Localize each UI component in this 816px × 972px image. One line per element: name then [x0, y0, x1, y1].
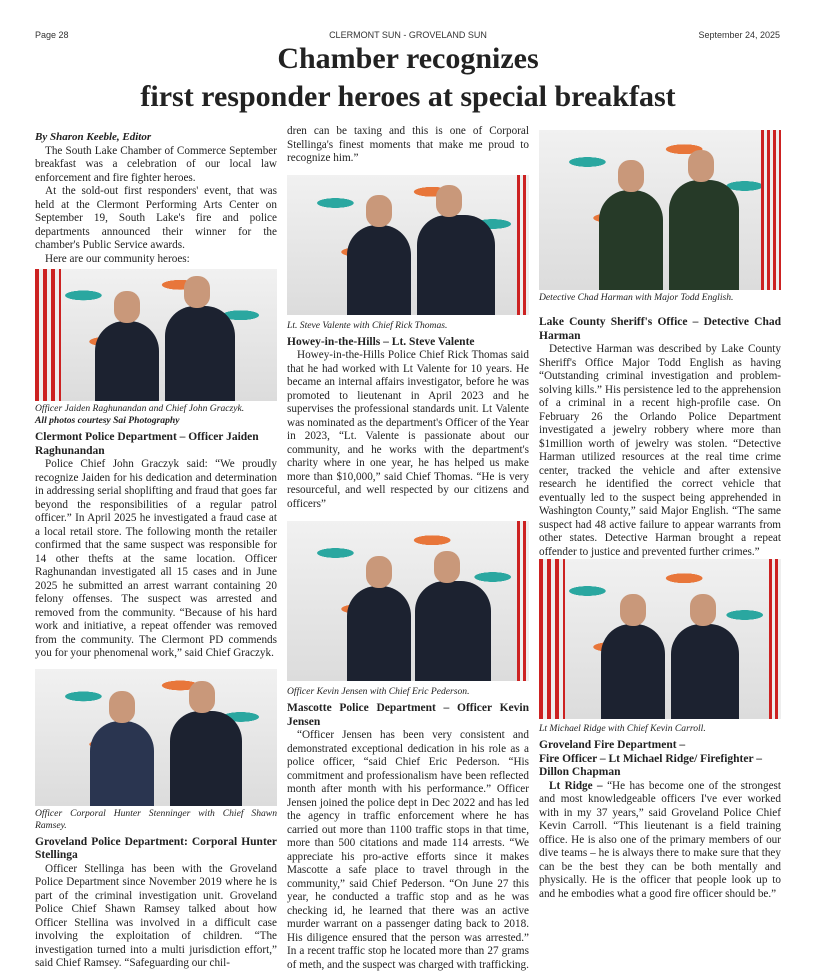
story-lead: Lt Ridge – [549, 779, 608, 792]
headline-line-2: first responder heroes at special breakfast [140, 80, 676, 113]
story-body: Detective Harman was described by Lake County Sheriff's Office Major Todd English as having “Outstanding criminal investigation and problem-solving kills.” His persistence led to the apprehension of a criminal in a recent high-profile case. On February 26 the Orlando Police Department investigated a jewelry robbery where more than $1million worth of jewelry was stolen. “Detective Harman utilized resources at the real time crime center, tracked the vehicle and after extensive research he identified the correct vehicle that eventually led to the suspect being apprehended in Washington County,” said Major English. “The same suspect had 48 active failure to appear warrants from other states. Detective Harman brought a repeat offender to justice and prevented further crimes.” [539, 343, 781, 558]
photo-credit: All photos courtesy Sai Photography [35, 415, 180, 426]
person-figure [347, 586, 411, 681]
person-figure [669, 180, 739, 290]
photo-caption: Lt. Steve Valente with Chief Rick Thomas. [287, 319, 448, 331]
person-figure [417, 215, 495, 315]
story-heading: Mascotte Police Department – Officer Kevin Jensen [287, 702, 529, 728]
column-2 [287, 125, 529, 972]
photo-caption: Officer Kevin Jensen with Chief Eric Pederson. [287, 686, 470, 697]
story-body: “Officer Jensen has been very consistent and demonstrated exceptional dedication in his role as a police officer, “said Chief Eric Pederson. “His commitment and professionalism have been reflected month after month with his performance.” Officer Jensen joined the police dept in Dec 2022 and has led the agency in traffic enforcement where he has carried out more than 1100 traffic stops in that time, more than 500 citations and made 114 arrests. “We appreciate his pro-active efforts since it makes Mascotte a safe place to travel through in the community,” said Chief Pederson. “On June 27 this year, he conducted a traffic stop and as he was checking id, he learned that there was an active murder warrant on a passenger dating back to 2018. His diligence ensured that the person was arrested.” In a recent traffic stop he located more than 27 grams of meth, and the suspect was charged with trafficking. [287, 729, 529, 971]
photo-caption: Detective Chad Harman with Major Todd English. [539, 292, 734, 303]
photo-clermont [35, 269, 277, 401]
story-heading: Lake County Sheriff's Office – Detective Chad Harman [539, 316, 781, 342]
byline: By Sharon Keeble, Editor [35, 131, 152, 143]
photo-mascotte [287, 521, 529, 681]
column-3 [539, 130, 781, 901]
paper-name: CLERMONT SUN - GROVELAND SUN [329, 30, 487, 40]
flag [517, 175, 529, 315]
person-figure [671, 624, 739, 719]
issue-date: September 24, 2025 [698, 30, 780, 40]
story-body: Police Chief John Graczyk said: “We proudly recognize Jaiden for his dedication and determination in addressing serial shoplifting and fraud that goes far beyond the responsibilities of a regular patrol officer.” In April 2025 he investigated a fraud case at a local retail store. The following month the retailer confirmed that the same suspect was responsible for 14 other thefts at the same location. Officer Raghunandan investigated all 15 cases and in June 2025 he submitted an arrest warrant containing 20 felony offenses. The suspect was arrested and removed from the community. “Because of his hard work and initiative, a repeat offender was removed from the community. The Clermont PD commends you for your phenomenal work,” said Chief Graczyk. [35, 458, 277, 659]
story-heading: Clermont Police Department – Officer Jaiden Raghunandan [35, 431, 259, 457]
photo-fire [539, 559, 781, 719]
photo-caption: Officer Jaiden Raghunandan and Chief John Graczyk. [35, 403, 245, 414]
page-number: Page 28 [35, 30, 69, 40]
intro-paragraph: Here are our community heroes: [45, 252, 190, 265]
flag [769, 559, 781, 719]
person-figure [90, 721, 154, 806]
flag [517, 521, 529, 681]
story-heading: Groveland Fire Department – [539, 739, 686, 751]
story-subheading: Fire Officer – Lt Michael Ridge/ Firefighter – Dillon Chapman [539, 752, 763, 778]
person-figure [95, 321, 159, 401]
photo-caption: Lt Michael Ridge with Chief Kevin Carroll. [539, 723, 706, 734]
story-heading: Groveland Police Department: Corporal Hunter Stellinga [35, 835, 277, 861]
flag [35, 269, 61, 401]
story-body: Officer Stellinga has been with the Groveland Police Department since November 2019 where he is part of the criminal investigation unit. Groveland Police Chief Shawn Ramsey talked about how Officer Stellina was involved in a difficult case involving the exploitation of children. “The investigation turned into a multi jurisdiction effort,” said Chief Ramsey. “Safeguarding our chil- [35, 862, 277, 969]
photo-sheriff [539, 130, 781, 290]
headline [0, 40, 816, 116]
photo-groveland-pd [35, 669, 277, 806]
photo-caption: Officer Corporal Hunter Stenninger with Chief Shawn Ramsey. [35, 807, 277, 831]
person-figure [415, 581, 491, 681]
person-figure [599, 190, 663, 290]
story-body: Howey-in-the-Hills Police Chief Rick Thomas said that he had worked with Lt Valente for 10 years. He became an internal affairs investigator, before he was promoted to lieutenant in April 2023 and he supervises the professional standards unit. Lt Valente was nominated as the department's Officer of the Year in 2023, “Lt. Valente is passionate about our community, and he works with the department's charity where in one year, he has helped us make more than $10,000,” said Chief Thomas. “He is very resourceful, and well respected by our citizens and officers” [287, 349, 529, 510]
person-figure [601, 624, 665, 719]
column-1 [35, 131, 277, 971]
story-continued: dren can be taxing and this is one of Corporal Stellinga's finest moments that make me proud to recognize him.” [287, 125, 529, 164]
person-figure [165, 306, 235, 401]
person-figure [170, 711, 242, 806]
headline-line-1: Chamber recognizes [277, 42, 539, 75]
story-heading: Howey-in-the-Hills – Lt. Steve Valente [287, 335, 475, 348]
story-body: “He has become one of the strongest and most knowledgeable officers I've ever worked with in my 37 years,” said Groveland Police Chief Kevin Carroll. “This lieutenant is a field training office. He is also one of the primary members of our dive teams – he is always there to make sure that they can be the best they can be both mentally and physically. He is the officer that people look up to and he embodies what a good fire officer should be.” [539, 779, 782, 900]
photo-howey [287, 175, 529, 315]
flag [761, 130, 781, 290]
person-figure [347, 225, 411, 315]
intro-paragraph: At the sold-out first responders' event, that was held at the Clermont Performing Arts Center on September 19, South Lake's fire and police departments announced their winner for the chamber's Public Service awards. [35, 185, 277, 251]
flag [539, 559, 565, 719]
intro-paragraph: The South Lake Chamber of Commerce September breakfast was a celebration of our local law enforcement and fire fighter heroes. [35, 144, 277, 184]
